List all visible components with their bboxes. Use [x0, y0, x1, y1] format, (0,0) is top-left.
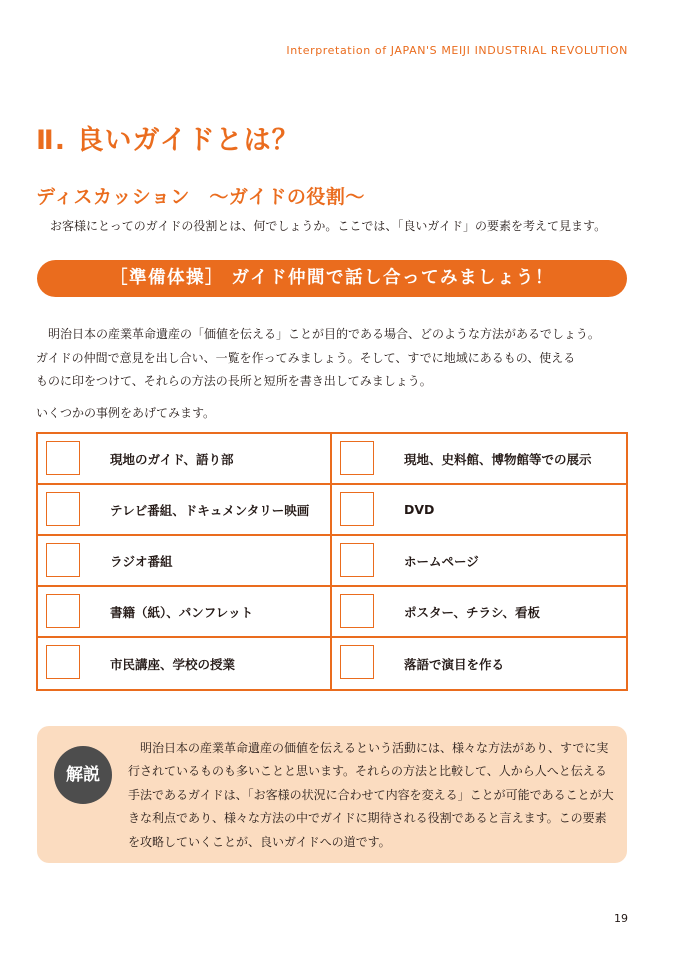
checkbox[interactable] — [340, 492, 374, 526]
instruction-line-2: ガイドの仲間で意見を出し合い、一覧を作ってみましょう。そして、すでに地域にあるもの、使える — [36, 350, 576, 365]
section-title: ディスカッション ～ガイドの役割～ — [36, 186, 365, 208]
explanation-badge: 解説 — [54, 746, 112, 804]
checkbox[interactable] — [46, 492, 80, 526]
page-number: 19 — [614, 912, 628, 925]
checklist-item — [38, 485, 332, 536]
checklist-item — [38, 587, 332, 638]
explanation-box — [37, 726, 627, 863]
chapter-title: Ⅱ. 良いガイドとは？ — [36, 125, 300, 156]
examples-lead: いくつかの事例をあげてみます。 — [36, 406, 216, 420]
checkbox[interactable] — [340, 594, 374, 628]
checklist-item — [38, 536, 332, 587]
checklist-item-label: 落語で演目を作る — [404, 656, 505, 672]
instruction-line-3: ものに印をつけて、それらの方法の長所と短所を書き出してみましょう。 — [36, 374, 432, 388]
checklist-item — [332, 587, 626, 638]
checklist-item-label: ラジオ番組 — [110, 553, 173, 569]
checklist-item — [38, 434, 332, 485]
checklist-item-label: DVD — [404, 502, 435, 517]
checklist-item — [332, 536, 626, 587]
running-header: Interpretation of JAPAN'S MEIJI INDUSTRIAL REVOLUTION — [286, 44, 628, 57]
checkbox[interactable] — [46, 543, 80, 577]
checklist-item — [332, 434, 626, 485]
checkbox[interactable] — [340, 543, 374, 577]
checkbox[interactable] — [46, 594, 80, 628]
exercise-banner: ［準備体操］ ガイド仲間で話し合ってみましょう！ — [37, 260, 627, 297]
checklist-item-label: 市民講座、学校の授業 — [110, 656, 236, 672]
checklist-item — [332, 485, 626, 536]
instruction-line-1: 明治日本の産業革命遺産の「価値を伝える」ことが目的である場合、どのような方法があるでしょう。 — [48, 327, 600, 341]
instruction-paragraph — [36, 323, 641, 394]
checklist-item — [38, 638, 332, 689]
explanation-text — [128, 737, 618, 854]
checklist-item-label: 書籍（紙）、パンフレット — [110, 604, 254, 620]
checklist-item-label: ホームページ — [404, 553, 479, 569]
checklist-item-label: ポスター、チラシ、看板 — [404, 604, 541, 620]
checklist-item-label: 現地、史料館、博物館等での展示 — [404, 451, 592, 467]
checkbox[interactable] — [340, 441, 374, 475]
checklist-item-label: テレビ番組、ドキュメンタリー映画 — [110, 502, 310, 518]
examples-checklist — [36, 432, 628, 691]
intro-text: お客様にとってのガイドの役割とは、何でしょうか。ここでは、「良いガイド」の要素を考えて見ます。 — [50, 219, 607, 233]
checkbox[interactable] — [340, 645, 374, 679]
explanation-paragraph: 明治日本の産業革命遺産の価値を伝えるという活動には、様々な方法があり、すでに実行されているものも多いことと思います。それらの方法と比較して、人から人へと伝える手法であるガイドは、「お客様の状況に合わせて内容を変える」ことが可能であることが大きな利点であり、様々な方法の中でガイドに期待される役割であると言えます。この要素を攻略していくことが、良いガイドへの道です。 — [128, 741, 614, 849]
checklist-item-label: 現地のガイド、語り部 — [110, 451, 234, 467]
checkbox[interactable] — [46, 441, 80, 475]
checkbox[interactable] — [46, 645, 80, 679]
checklist-item — [332, 638, 626, 689]
